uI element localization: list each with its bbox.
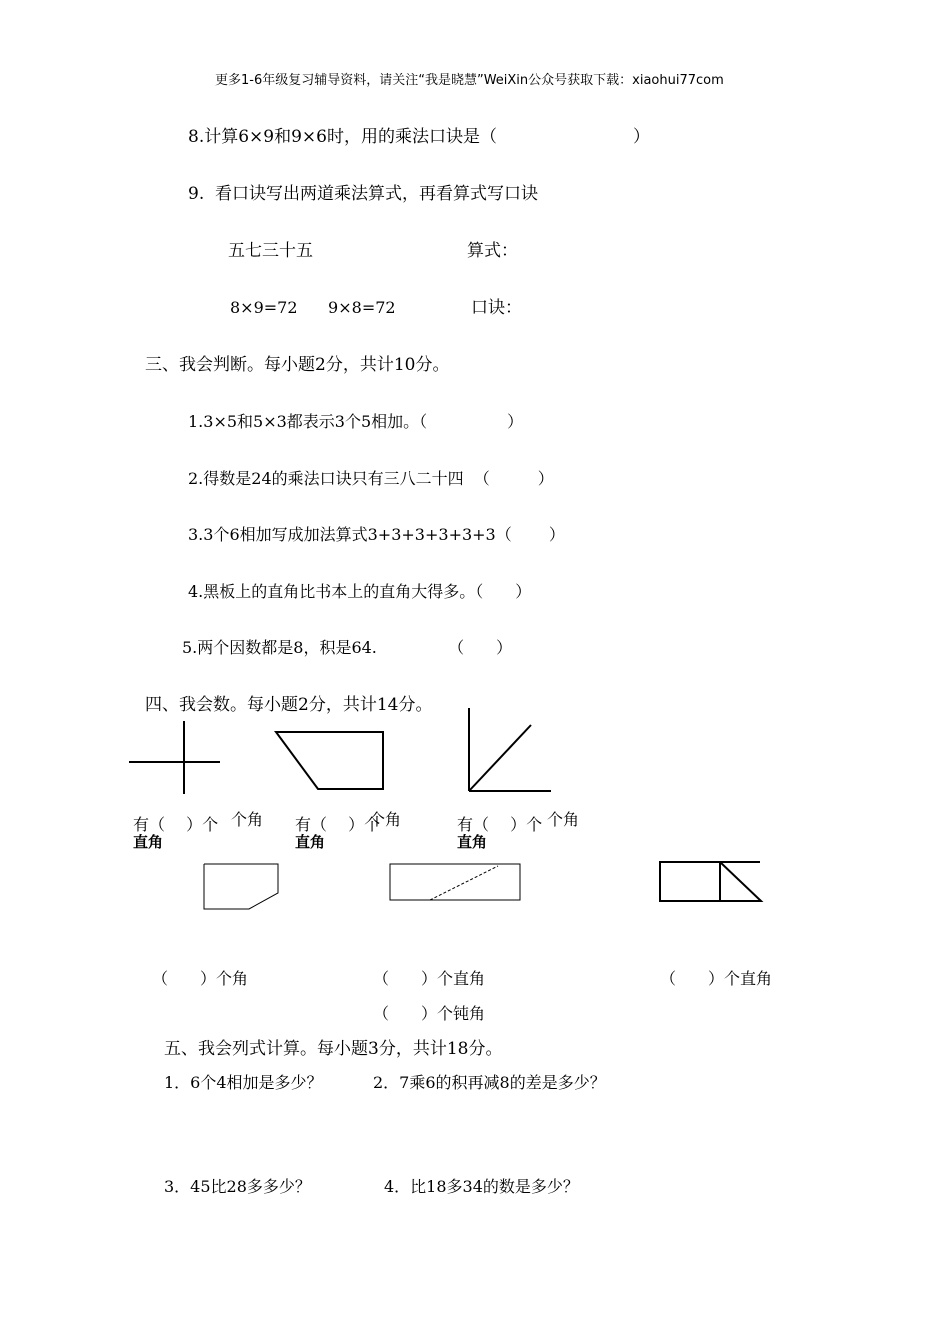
fig2-label-b: 直角	[295, 833, 326, 851]
fig3-label-c: 个角	[547, 810, 580, 829]
fig2-label-a: 有（ ）个	[295, 815, 381, 834]
q9-rhyme: 五七三十五	[228, 241, 313, 261]
figure-rectangle-triangle	[660, 862, 761, 901]
fig3-label-a: 有（ ）个	[457, 815, 543, 834]
calc-question-4: 4．比18多34的数是多少？	[384, 1177, 579, 1196]
calc-question-1: 1．6个4相加是多少？	[164, 1073, 323, 1092]
judge-item-4: 4.黑板上的直角比书本上的直角大得多。（ ）	[188, 582, 532, 601]
figure-cut-rectangle	[204, 864, 278, 909]
figure-trapezoid	[276, 732, 383, 789]
answer-fig4: （ ）个角	[152, 969, 249, 988]
fig1-label-b: 直角	[133, 833, 164, 851]
figure-angle-ray	[469, 708, 551, 791]
fig1-label-a: 有（ ）个	[133, 815, 219, 834]
q9-equations: 8×9=72 9×8=72	[230, 298, 396, 317]
q9-formula-label: 算式：	[467, 241, 518, 261]
judge-item-5: 5.两个因数都是8，积是64. （ ）	[182, 638, 513, 657]
section-5-title: 五、我会列式计算。每小题3分，共计18分。	[164, 1039, 503, 1059]
figure-rectangle-diagonal	[390, 864, 520, 900]
judge-item-1: 1.3×5和5×3都表示3个5相加。（ ）	[188, 412, 524, 431]
judge-item-2: 2.得数是24的乘法口诀只有三八二十四 （ ）	[188, 469, 554, 488]
calc-question-3: 3．45比28多多少？	[164, 1177, 311, 1196]
section-3-title: 三、我会判断。每小题2分，共计10分。	[145, 355, 450, 375]
answer-fig5-obtuse: （ ）个钝角	[373, 1004, 486, 1023]
fig3-label-b: 直角	[457, 833, 488, 851]
section-4-title: 四、我会数。每小题2分，共计14分。	[145, 695, 433, 715]
figure-cross	[129, 721, 220, 794]
answer-fig5-right: （ ）个直角	[373, 969, 486, 988]
question-9: 9. 看口诀写出两道乘法算式，再看算式写口诀	[188, 184, 539, 204]
question-8: 8.计算6×9和9×6时，用的乘法口诀是（ ）	[188, 127, 650, 147]
answer-fig6-right: （ ）个直角	[660, 969, 773, 988]
fig2-label-c: 个角	[369, 810, 402, 829]
fig1-label-c: 个角	[231, 810, 264, 829]
q9-rhyme-label: 口诀：	[471, 298, 522, 318]
calc-question-2: 2．7乘6的积再减8的差是多少？	[373, 1073, 606, 1092]
judge-item-3: 3.3个6相加写成加法算式3+3+3+3+3+3（ ）	[188, 525, 565, 544]
page-header: 更多1-6年级复习辅导资料，请关注“我是晓慧”WeiXin公众号获取下载：xiaohui77com	[215, 73, 724, 88]
